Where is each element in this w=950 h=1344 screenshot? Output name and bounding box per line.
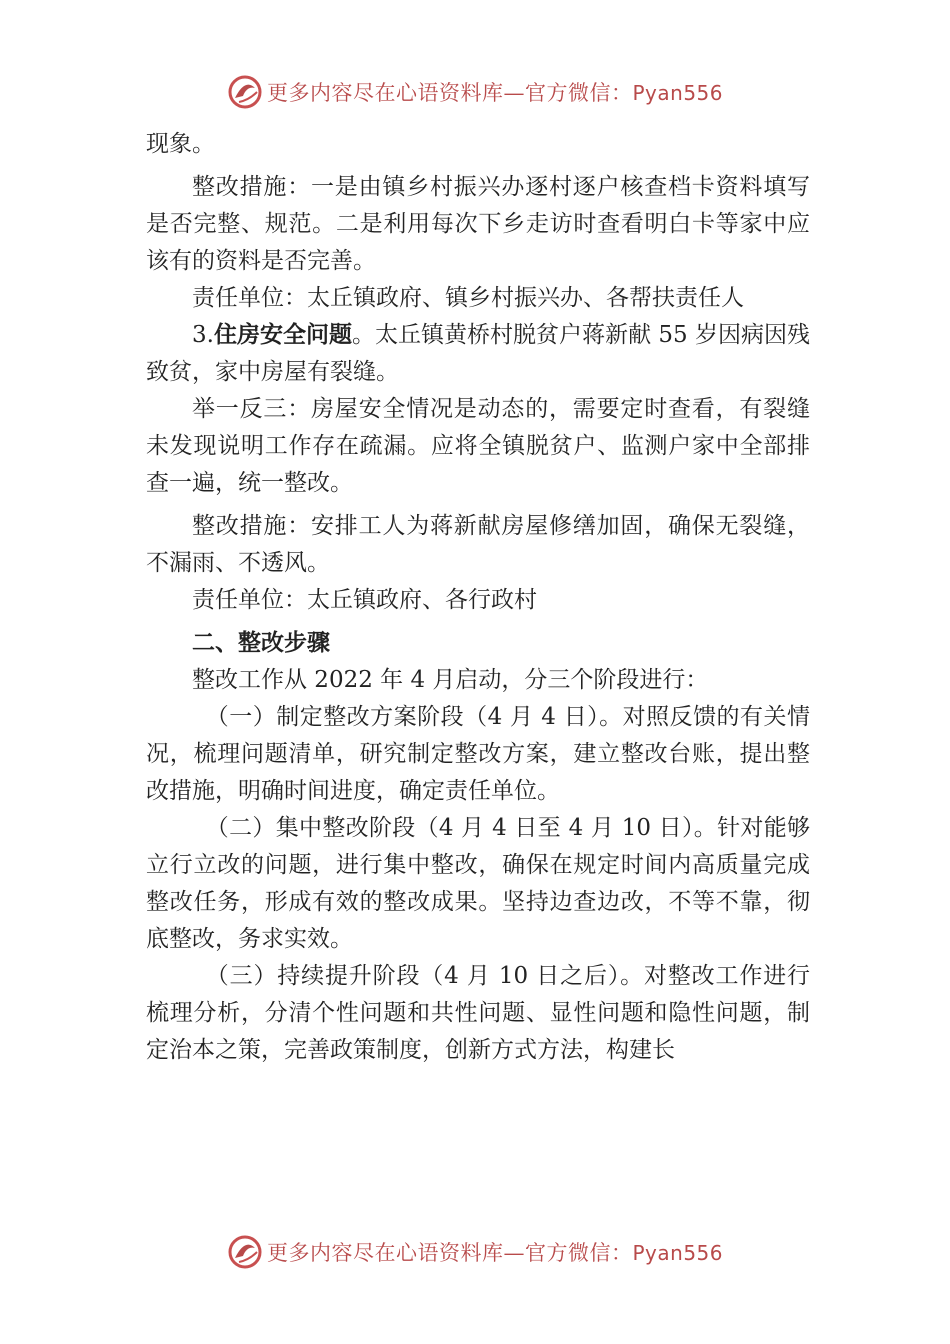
paragraph: 责任单位：太丘镇政府、镇乡村振兴办、各帮扶责任人 [192,285,744,311]
header-banner [0,72,950,112]
banner-text: 更多内容尽在心语资料库—官方微信：Pyan556 [266,1241,723,1265]
paragraph: 整改措施：安排工人为蒋新献房屋修缮加固，确保无裂缝，不漏雨、不透风。 [146,513,810,576]
wechat-id: Pyan556 [632,81,723,105]
paragraph: （一）制定整改方案阶段（4 月 4 日）。对照反馈的有关情况，梳理问题清单，研究制定整改方案，建立整改台账，提出整改措施，明确时间进度，确定责任单位。 [146,704,810,804]
paragraph: 整改措施：一是由镇乡村振兴办逐村逐户核查档卡资料填写是否完整、规范。二是利用每次下乡走访时查看明白卡等家中应该有的资料是否完善。 [146,174,810,274]
logo-icon [227,74,263,110]
paragraph: 责任单位：太丘镇政府、各行政村 [192,587,537,613]
item-title: 住房安全问题 [213,322,352,348]
paragraph: 现象。 [146,131,215,157]
footer-banner [0,1232,950,1272]
paragraph: （二）集中整改阶段（4 月 4 日至 4 月 10 日）。针对能够立行立改的问题，进行集中整改，确保在规定时间内高质量完成整改任务，形成有效的整改成果。坚持边查边改，不等不靠，彻底整改，务求实效。 [146,815,810,952]
wechat-id: Pyan556 [632,1241,723,1265]
paragraph: 整改工作从 2022 年 4 月启动，分三个阶段进行： [192,667,709,693]
document-body [146,126,810,1069]
banner-text: 更多内容尽在心语资料库—官方微信：Pyan556 [266,81,723,105]
section-heading: 二、整改步骤 [192,630,330,656]
item-number: 3. [192,322,214,348]
paragraph: 举一反三：房屋安全情况是动态的，需要定时查看，有裂缝未发现说明工作存在疏漏。应将全镇脱贫户、监测户家中全部排查一遍，统一整改。 [146,396,810,496]
logo-icon [227,1234,263,1270]
paragraph: （三）持续提升阶段（4 月 10 日之后）。对整改工作进行梳理分析，分清个性问题和共性问题、显性问题和隐性问题，制定治本之策，完善政策制度，创新方式方法，构建长 [146,963,810,1063]
paragraph: 3.住房安全问题。太丘镇黄桥村脱贫户蒋新献 55 岁因病因残致贫，家中房屋有裂缝。 [146,322,811,385]
